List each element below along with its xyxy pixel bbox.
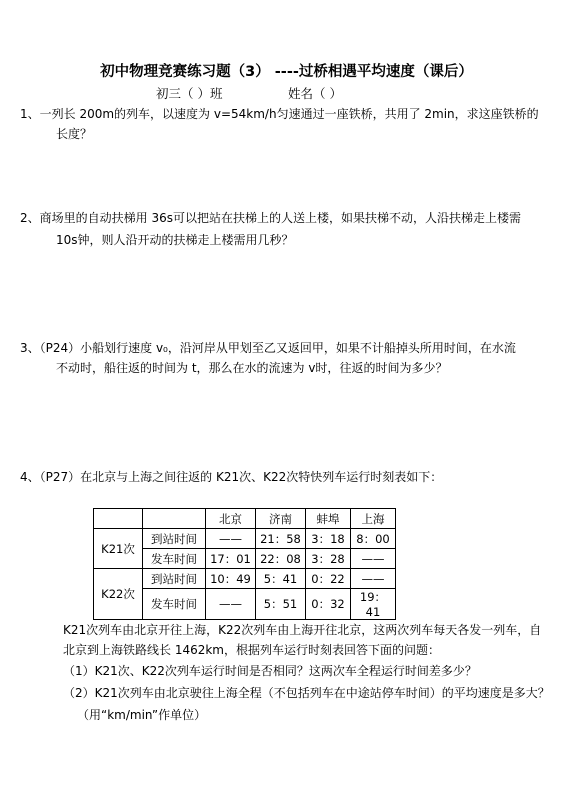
question-1-line-1: 1、一列长 200m的列车，以速度为 v=54km/h匀速通过一座铁桥，共用了 2min，求这座铁桥的	[20, 107, 539, 121]
question-3-line-1: 3、（P24）小船划行速度 v₀，沿河岸从甲划至乙又返回甲，如果不计船掉头所用时间，在水流	[20, 341, 516, 355]
header-cell: 济南	[256, 509, 306, 529]
table-cell: 10：49	[206, 569, 256, 589]
question-4-intro: 4、（P27）在北京与上海之间往返的 K21次、K22次特快列车运行时刻表如下：	[20, 470, 443, 484]
row-label-cell: 发车时间	[143, 549, 206, 569]
train-name-cell: K21次	[94, 529, 143, 569]
table-cell: ——	[206, 589, 256, 620]
train-name-cell: K22次	[94, 569, 143, 620]
header-cell: 上海	[351, 509, 396, 529]
table-row	[94, 529, 396, 549]
question-4-sub-2: （2）K21次列车由北京驶往上海全程（不包括列车在中途站停车时间）的平均速度是多大？	[63, 686, 550, 700]
question-2-line-1: 2、商场里的自动扶梯用 36s可以把站在扶梯上的人送上楼，如果扶梯不动，人沿扶梯走上楼需	[20, 211, 521, 225]
question-4-para-1: K21次列车由北京开往上海，K22次列车由上海开往北京，这两次列车每天各发一列车，自	[63, 623, 542, 637]
table-cell: ——	[351, 549, 396, 569]
row-label-cell: 到站时间	[143, 569, 206, 589]
question-4-para-2: 北京到上海铁路线长 1462km，根据列车运行时刻表回答下面的问题：	[63, 643, 440, 657]
table-cell: 0：22	[306, 569, 351, 589]
question-4-sub-2-note: （用“km/min”作单位）	[77, 708, 207, 722]
table-cell: 5：51	[256, 589, 306, 620]
table-cell: 3：18	[306, 529, 351, 549]
question-4-sub-1: （1）K21次、K22次列车运行时间是否相同？这两次车全程运行时间差多少？	[63, 664, 477, 678]
question-1-line-2: 长度？	[56, 127, 93, 141]
question-3-line-2: 不动时，船往返的时间为 t，那么在水的流速为 v时，往返的时间为多少？	[56, 361, 448, 375]
table-row	[94, 569, 396, 589]
row-label-cell: 发车时间	[143, 589, 206, 620]
table-cell: 22：08	[256, 549, 306, 569]
table-cell: 17：01	[206, 549, 256, 569]
table-cell: 5：41	[256, 569, 306, 589]
question-2-line-2: 10s钟，则人沿开动的扶梯走上楼需用几秒？	[56, 233, 294, 247]
table-cell: ——	[206, 529, 256, 549]
name-label: 姓名（ ）	[288, 86, 342, 101]
table-cell: 3：28	[306, 549, 351, 569]
header-cell: 蚌埠	[306, 509, 351, 529]
table-cell: 19：41	[351, 589, 396, 620]
header-cell: 北京	[206, 509, 256, 529]
page-title: 初中物理竞赛练习题（3） ----过桥相遇平均速度（课后）	[100, 64, 473, 80]
table-cell: ——	[351, 569, 396, 589]
row-label-cell: 到站时间	[143, 529, 206, 549]
table-cell: 8：00	[351, 529, 396, 549]
train-timetable	[93, 508, 396, 620]
table-cell: 21：58	[256, 529, 306, 549]
table-cell: 0：32	[306, 589, 351, 620]
table-header-row	[94, 509, 396, 529]
class-label: 初三（ ）班	[156, 86, 223, 101]
